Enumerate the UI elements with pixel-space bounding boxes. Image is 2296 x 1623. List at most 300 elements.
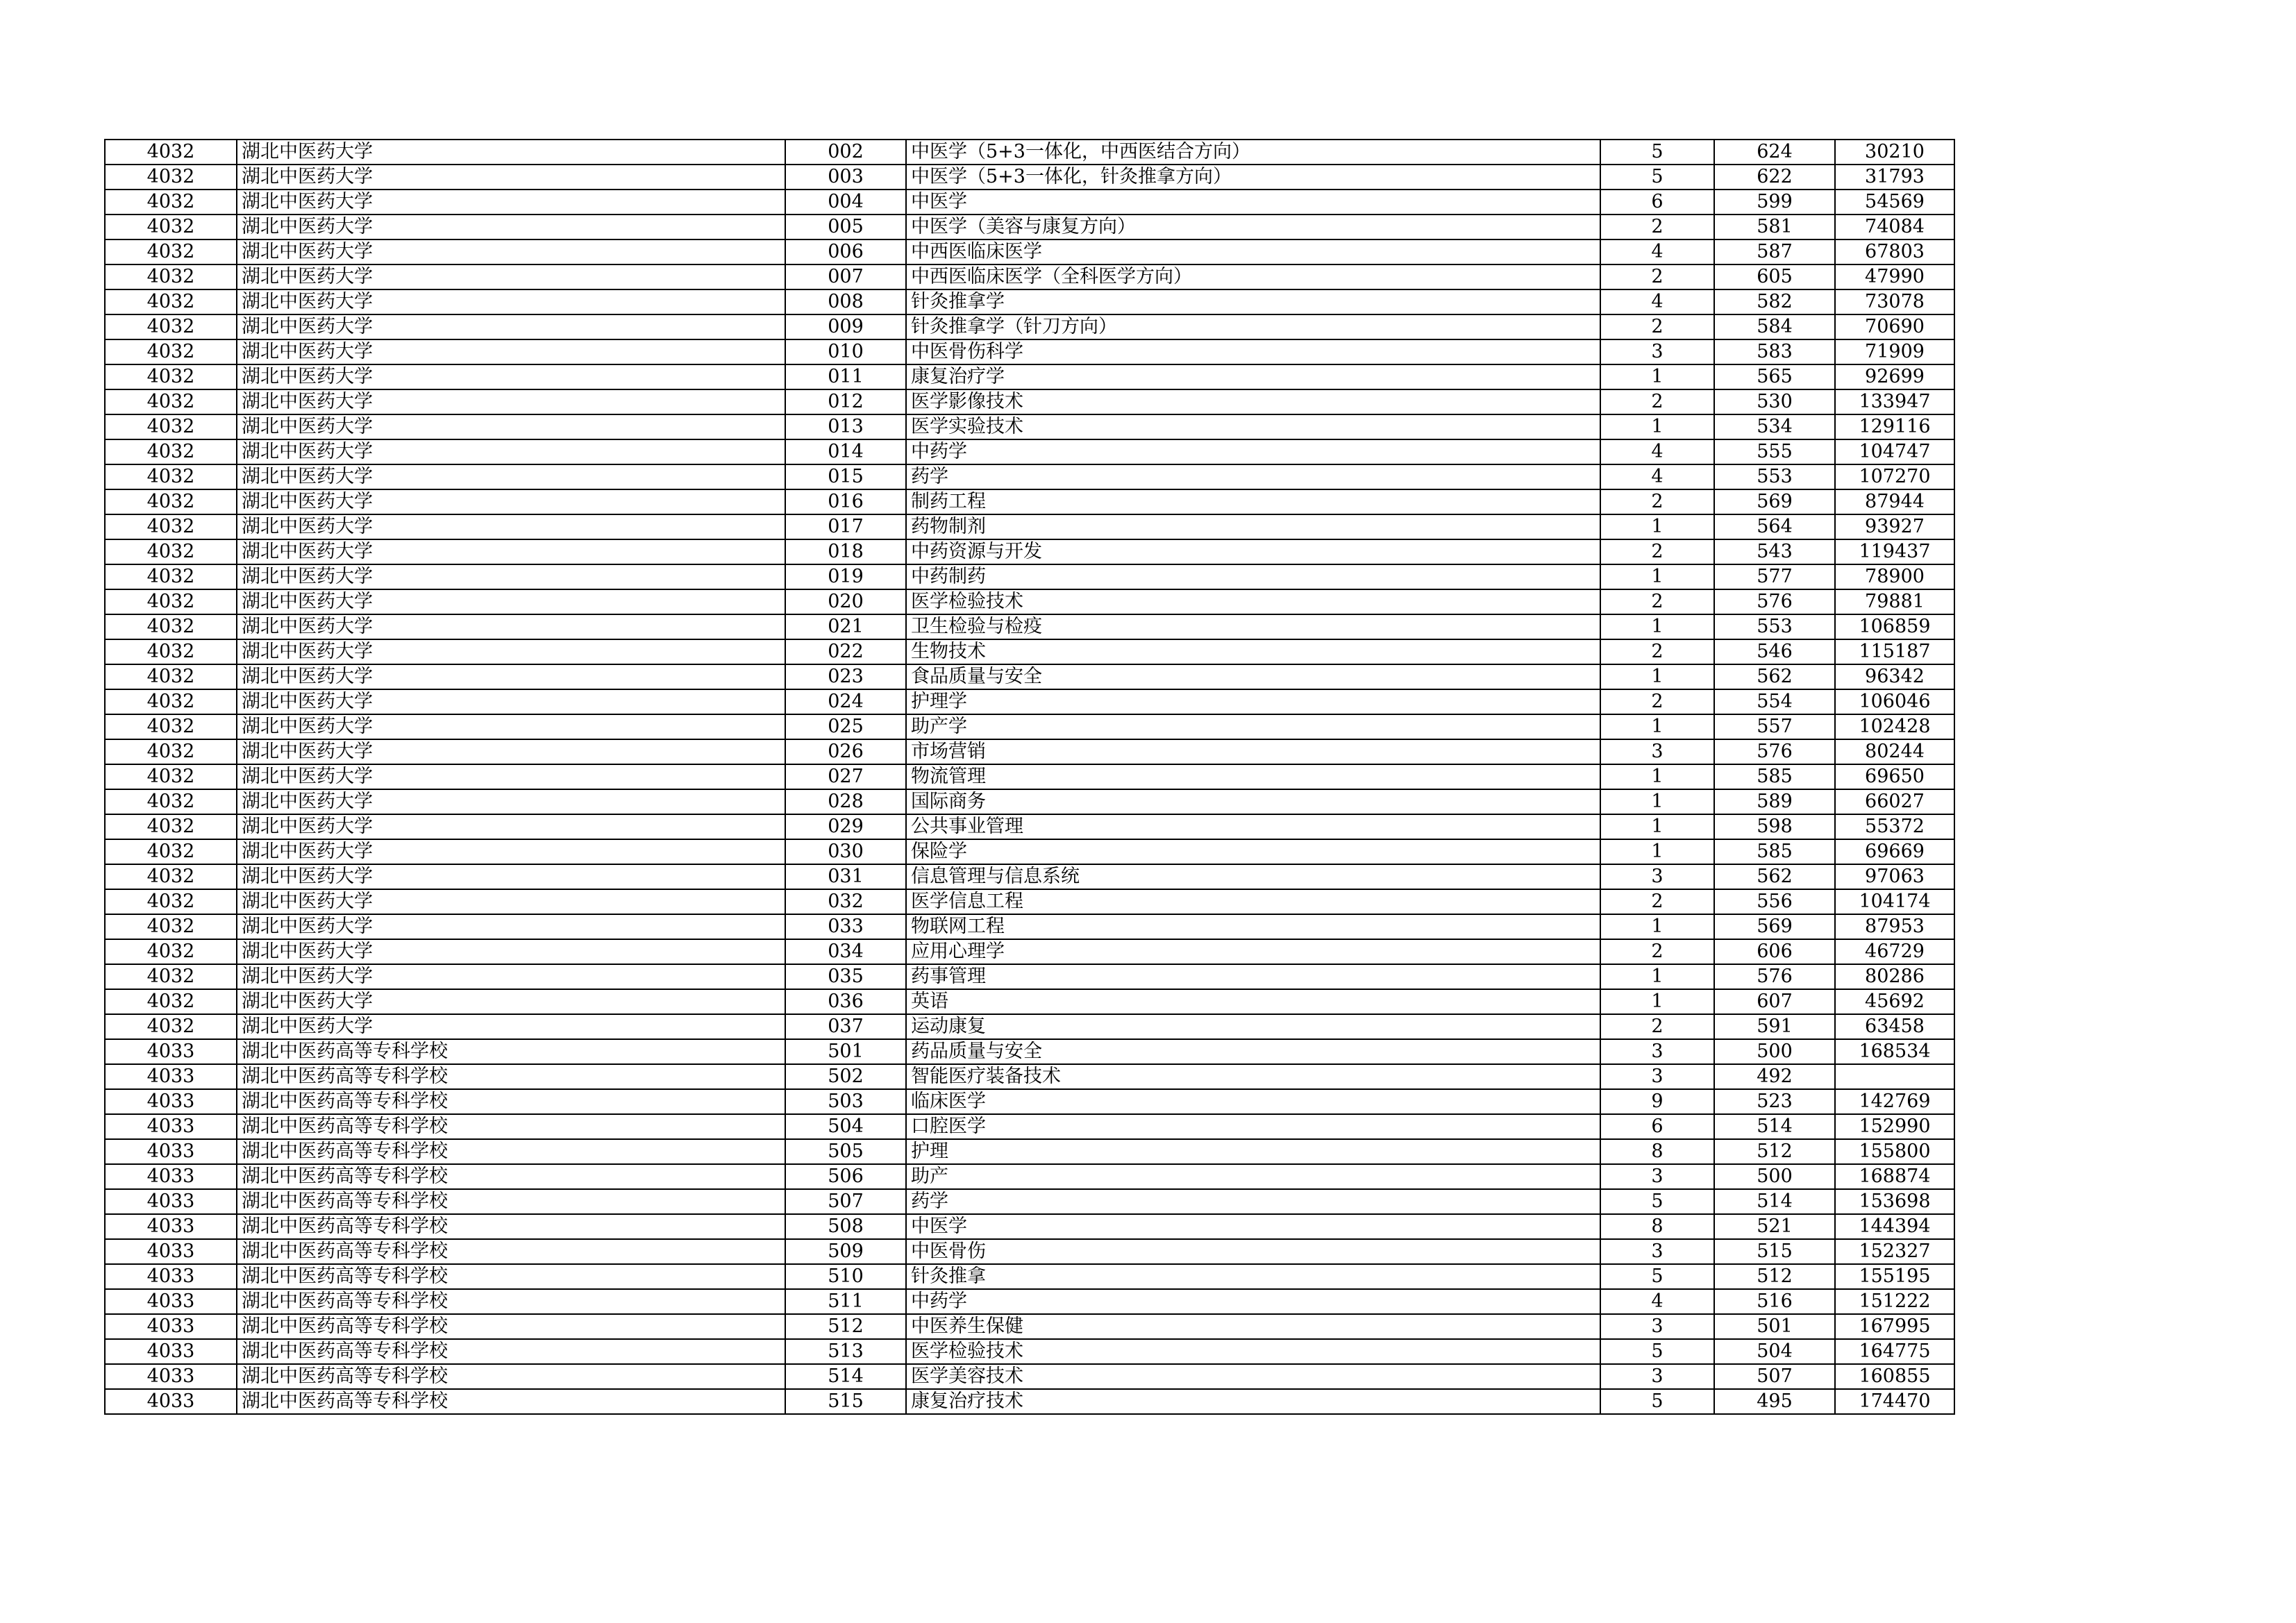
table-row [105, 1289, 1954, 1314]
major-name-cell: 中药制药 [906, 564, 1600, 589]
table-row [105, 289, 1954, 314]
school-code-cell: 4032 [105, 239, 237, 264]
table-row [105, 1214, 1954, 1239]
min-score-cell: 546 [1714, 639, 1835, 664]
table-row [105, 764, 1954, 789]
min-rank-cell: 164775 [1835, 1339, 1954, 1364]
school-name-cell: 湖北中医药大学 [237, 289, 785, 314]
min-rank-cell: 80286 [1835, 964, 1954, 989]
min-rank-cell: 79881 [1835, 589, 1954, 614]
plan-count-cell: 5 [1600, 1264, 1714, 1289]
min-score-cell: 554 [1714, 689, 1835, 714]
school-name-cell: 湖北中医药高等专科学校 [237, 1189, 785, 1214]
min-score-cell: 587 [1714, 239, 1835, 264]
min-score-cell: 569 [1714, 914, 1835, 939]
min-rank-cell: 104174 [1835, 889, 1954, 914]
major-name-cell: 中医学 [906, 1214, 1600, 1239]
major-name-cell: 医学检验技术 [906, 1339, 1600, 1364]
major-name-cell: 药学 [906, 1189, 1600, 1214]
plan-count-cell: 4 [1600, 439, 1714, 464]
school-name-cell: 湖北中医药大学 [237, 764, 785, 789]
table-row [105, 839, 1954, 864]
min-score-cell: 516 [1714, 1289, 1835, 1314]
plan-count-cell: 1 [1600, 814, 1714, 839]
school-name-cell: 湖北中医药大学 [237, 889, 785, 914]
school-code-cell: 4032 [105, 739, 237, 764]
min-score-cell: 569 [1714, 489, 1835, 514]
major-code-cell: 037 [785, 1014, 906, 1039]
major-code-cell: 020 [785, 589, 906, 614]
plan-count-cell: 2 [1600, 539, 1714, 564]
major-code-cell: 010 [785, 339, 906, 364]
school-name-cell: 湖北中医药大学 [237, 165, 785, 190]
school-name-cell: 湖北中医药高等专科学校 [237, 1364, 785, 1389]
plan-count-cell: 2 [1600, 1014, 1714, 1039]
school-code-cell: 4032 [105, 789, 237, 814]
school-code-cell: 4032 [105, 439, 237, 464]
major-name-cell: 中医学（美容与康复方向） [906, 215, 1600, 239]
table-row [105, 489, 1954, 514]
school-name-cell: 湖北中医药大学 [237, 389, 785, 414]
major-code-cell: 017 [785, 514, 906, 539]
plan-count-cell: 1 [1600, 514, 1714, 539]
min-rank-cell: 104747 [1835, 439, 1954, 464]
major-code-cell: 015 [785, 464, 906, 489]
major-code-cell: 022 [785, 639, 906, 664]
school-name-cell: 湖北中医药高等专科学校 [237, 1389, 785, 1414]
min-rank-cell: 168534 [1835, 1039, 1954, 1064]
min-score-cell: 512 [1714, 1139, 1835, 1164]
plan-count-cell: 2 [1600, 489, 1714, 514]
major-name-cell: 医学实验技术 [906, 414, 1600, 439]
school-code-cell: 4032 [105, 964, 237, 989]
school-name-cell: 湖北中医药大学 [237, 539, 785, 564]
major-name-cell: 中医骨伤 [906, 1239, 1600, 1264]
min-rank-cell: 87953 [1835, 914, 1954, 939]
major-name-cell: 中医学（5+3一体化，中西医结合方向） [906, 140, 1600, 165]
plan-count-cell: 1 [1600, 364, 1714, 389]
plan-count-cell: 2 [1600, 215, 1714, 239]
major-code-cell: 503 [785, 1089, 906, 1114]
admission-table [104, 139, 1955, 1415]
plan-count-cell: 1 [1600, 764, 1714, 789]
school-name-cell: 湖北中医药大学 [237, 964, 785, 989]
major-code-cell: 507 [785, 1189, 906, 1214]
school-name-cell: 湖北中医药大学 [237, 589, 785, 614]
major-code-cell: 019 [785, 564, 906, 589]
table-row [105, 864, 1954, 889]
major-name-cell: 物流管理 [906, 764, 1600, 789]
school-code-cell: 4032 [105, 939, 237, 964]
major-code-cell: 033 [785, 914, 906, 939]
school-code-cell: 4033 [105, 1189, 237, 1214]
min-score-cell: 577 [1714, 564, 1835, 589]
min-rank-cell: 160855 [1835, 1364, 1954, 1389]
plan-count-cell: 5 [1600, 1189, 1714, 1214]
table-row [105, 589, 1954, 614]
school-name-cell: 湖北中医药高等专科学校 [237, 1039, 785, 1064]
min-score-cell: 557 [1714, 714, 1835, 739]
major-name-cell: 运动康复 [906, 1014, 1600, 1039]
table-row [105, 140, 1954, 165]
major-code-cell: 027 [785, 764, 906, 789]
school-code-cell: 4032 [105, 414, 237, 439]
major-name-cell: 医学检验技术 [906, 589, 1600, 614]
min-score-cell: 514 [1714, 1189, 1835, 1214]
school-code-cell: 4032 [105, 539, 237, 564]
major-code-cell: 502 [785, 1064, 906, 1089]
min-score-cell: 584 [1714, 314, 1835, 339]
plan-count-cell: 8 [1600, 1139, 1714, 1164]
school-name-cell: 湖北中医药大学 [237, 864, 785, 889]
major-name-cell: 助产学 [906, 714, 1600, 739]
table-row [105, 1189, 1954, 1214]
table-body [105, 140, 1954, 1414]
min-score-cell: 555 [1714, 439, 1835, 464]
school-code-cell: 4032 [105, 489, 237, 514]
school-name-cell: 湖北中医药大学 [237, 514, 785, 539]
min-score-cell: 504 [1714, 1339, 1835, 1364]
plan-count-cell: 4 [1600, 464, 1714, 489]
min-score-cell: 553 [1714, 614, 1835, 639]
plan-count-cell: 2 [1600, 689, 1714, 714]
major-code-cell: 026 [785, 739, 906, 764]
school-code-cell: 4032 [105, 989, 237, 1014]
plan-count-cell: 4 [1600, 1289, 1714, 1314]
school-code-cell: 4032 [105, 165, 237, 190]
school-code-cell: 4032 [105, 914, 237, 939]
school-name-cell: 湖北中医药大学 [237, 614, 785, 639]
school-code-cell: 4032 [105, 889, 237, 914]
plan-count-cell: 1 [1600, 664, 1714, 689]
school-name-cell: 湖北中医药大学 [237, 714, 785, 739]
plan-count-cell: 2 [1600, 264, 1714, 289]
plan-count-cell: 5 [1600, 1389, 1714, 1414]
table-row [105, 514, 1954, 539]
major-code-cell: 011 [785, 364, 906, 389]
school-code-cell: 4032 [105, 289, 237, 314]
plan-count-cell: 4 [1600, 239, 1714, 264]
min-score-cell: 512 [1714, 1264, 1835, 1289]
plan-count-cell: 1 [1600, 964, 1714, 989]
major-code-cell: 501 [785, 1039, 906, 1064]
school-name-cell: 湖北中医药大学 [237, 339, 785, 364]
min-rank-cell: 71909 [1835, 339, 1954, 364]
table-row [105, 1039, 1954, 1064]
plan-count-cell: 5 [1600, 165, 1714, 190]
major-code-cell: 013 [785, 414, 906, 439]
min-score-cell: 507 [1714, 1364, 1835, 1389]
plan-count-cell: 3 [1600, 1239, 1714, 1264]
major-name-cell: 信息管理与信息系统 [906, 864, 1600, 889]
plan-count-cell: 6 [1600, 190, 1714, 215]
school-name-cell: 湖北中医药大学 [237, 464, 785, 489]
min-rank-cell: 97063 [1835, 864, 1954, 889]
table-row [105, 1339, 1954, 1364]
major-name-cell: 康复治疗学 [906, 364, 1600, 389]
school-name-cell: 湖北中医药大学 [237, 739, 785, 764]
school-code-cell: 4033 [105, 1039, 237, 1064]
major-code-cell: 036 [785, 989, 906, 1014]
min-rank-cell: 45692 [1835, 989, 1954, 1014]
school-name-cell: 湖北中医药大学 [237, 564, 785, 589]
plan-count-cell: 2 [1600, 889, 1714, 914]
min-score-cell: 585 [1714, 764, 1835, 789]
major-name-cell: 生物技术 [906, 639, 1600, 664]
school-code-cell: 4033 [105, 1314, 237, 1339]
major-code-cell: 007 [785, 264, 906, 289]
min-rank-cell: 155800 [1835, 1139, 1954, 1164]
table-row [105, 1239, 1954, 1264]
min-score-cell: 599 [1714, 190, 1835, 215]
min-score-cell: 624 [1714, 140, 1835, 165]
school-code-cell: 4032 [105, 364, 237, 389]
min-rank-cell: 168874 [1835, 1164, 1954, 1189]
school-code-cell: 4032 [105, 639, 237, 664]
min-score-cell: 523 [1714, 1089, 1835, 1114]
major-name-cell: 口腔医学 [906, 1114, 1600, 1139]
plan-count-cell: 2 [1600, 639, 1714, 664]
table-row [105, 190, 1954, 215]
school-name-cell: 湖北中医药高等专科学校 [237, 1064, 785, 1089]
major-name-cell: 药物制剂 [906, 514, 1600, 539]
major-code-cell: 002 [785, 140, 906, 165]
major-name-cell: 中西医临床医学 [906, 239, 1600, 264]
plan-count-cell: 6 [1600, 1114, 1714, 1139]
table-row [105, 1314, 1954, 1339]
major-code-cell: 006 [785, 239, 906, 264]
min-rank-cell: 106859 [1835, 614, 1954, 639]
table-row [105, 314, 1954, 339]
table-row [105, 789, 1954, 814]
major-code-cell: 504 [785, 1114, 906, 1139]
min-score-cell: 591 [1714, 1014, 1835, 1039]
major-code-cell: 032 [785, 889, 906, 914]
major-name-cell: 医学影像技术 [906, 389, 1600, 414]
school-name-cell: 湖北中医药大学 [237, 989, 785, 1014]
school-name-cell: 湖北中医药高等专科学校 [237, 1314, 785, 1339]
min-rank-cell [1835, 1064, 1954, 1089]
min-score-cell: 530 [1714, 389, 1835, 414]
min-score-cell: 581 [1714, 215, 1835, 239]
table-row [105, 1164, 1954, 1189]
min-rank-cell: 92699 [1835, 364, 1954, 389]
min-rank-cell: 155195 [1835, 1264, 1954, 1289]
min-rank-cell: 144394 [1835, 1214, 1954, 1239]
min-score-cell: 589 [1714, 789, 1835, 814]
major-code-cell: 030 [785, 839, 906, 864]
major-code-cell: 023 [785, 664, 906, 689]
school-code-cell: 4032 [105, 389, 237, 414]
school-code-cell: 4032 [105, 814, 237, 839]
min-rank-cell: 74084 [1835, 215, 1954, 239]
table-row [105, 1014, 1954, 1039]
min-score-cell: 598 [1714, 814, 1835, 839]
plan-count-cell: 1 [1600, 614, 1714, 639]
plan-count-cell: 1 [1600, 564, 1714, 589]
min-score-cell: 500 [1714, 1039, 1835, 1064]
table-row [105, 989, 1954, 1014]
min-rank-cell: 129116 [1835, 414, 1954, 439]
min-rank-cell: 67803 [1835, 239, 1954, 264]
table-row [105, 1064, 1954, 1089]
min-score-cell: 553 [1714, 464, 1835, 489]
min-rank-cell: 87944 [1835, 489, 1954, 514]
major-code-cell: 509 [785, 1239, 906, 1264]
school-code-cell: 4033 [105, 1089, 237, 1114]
school-name-cell: 湖北中医药高等专科学校 [237, 1339, 785, 1364]
min-rank-cell: 102428 [1835, 714, 1954, 739]
min-score-cell: 501 [1714, 1314, 1835, 1339]
major-name-cell: 应用心理学 [906, 939, 1600, 964]
plan-count-cell: 8 [1600, 1214, 1714, 1239]
plan-count-cell: 3 [1600, 1164, 1714, 1189]
plan-count-cell: 3 [1600, 1314, 1714, 1339]
school-code-cell: 4032 [105, 864, 237, 889]
min-score-cell: 576 [1714, 964, 1835, 989]
major-name-cell: 针灸推拿 [906, 1264, 1600, 1289]
min-rank-cell: 30210 [1835, 140, 1954, 165]
major-code-cell: 009 [785, 314, 906, 339]
min-rank-cell: 96342 [1835, 664, 1954, 689]
major-code-cell: 031 [785, 864, 906, 889]
school-name-cell: 湖北中医药大学 [237, 314, 785, 339]
table-row [105, 714, 1954, 739]
school-name-cell: 湖北中医药大学 [237, 264, 785, 289]
major-name-cell: 保险学 [906, 839, 1600, 864]
major-name-cell: 公共事业管理 [906, 814, 1600, 839]
plan-count-cell: 1 [1600, 789, 1714, 814]
major-code-cell: 024 [785, 689, 906, 714]
table-row [105, 1264, 1954, 1289]
plan-count-cell: 2 [1600, 314, 1714, 339]
school-code-cell: 4032 [105, 264, 237, 289]
school-code-cell: 4033 [105, 1139, 237, 1164]
min-rank-cell: 46729 [1835, 939, 1954, 964]
min-rank-cell: 174470 [1835, 1389, 1954, 1414]
major-name-cell: 针灸推拿学 [906, 289, 1600, 314]
major-name-cell: 康复治疗技术 [906, 1389, 1600, 1414]
school-code-cell: 4032 [105, 140, 237, 165]
min-score-cell: 576 [1714, 739, 1835, 764]
table-row [105, 639, 1954, 664]
school-name-cell: 湖北中医药大学 [237, 364, 785, 389]
school-code-cell: 4033 [105, 1164, 237, 1189]
school-name-cell: 湖北中医药大学 [237, 814, 785, 839]
school-name-cell: 湖北中医药大学 [237, 190, 785, 215]
table-row [105, 1389, 1954, 1414]
min-score-cell: 514 [1714, 1114, 1835, 1139]
min-score-cell: 562 [1714, 864, 1835, 889]
school-code-cell: 4032 [105, 664, 237, 689]
min-rank-cell: 115187 [1835, 639, 1954, 664]
major-name-cell: 中西医临床医学（全科医学方向） [906, 264, 1600, 289]
major-code-cell: 515 [785, 1389, 906, 1414]
major-name-cell: 临床医学 [906, 1089, 1600, 1114]
major-name-cell: 中医骨伤科学 [906, 339, 1600, 364]
school-name-cell: 湖北中医药大学 [237, 439, 785, 464]
min-rank-cell: 119437 [1835, 539, 1954, 564]
plan-count-cell: 5 [1600, 140, 1714, 165]
table-row [105, 564, 1954, 589]
plan-count-cell: 1 [1600, 714, 1714, 739]
table-row [105, 464, 1954, 489]
school-code-cell: 4033 [105, 1064, 237, 1089]
school-name-cell: 湖北中医药大学 [237, 664, 785, 689]
table-row [105, 689, 1954, 714]
plan-count-cell: 1 [1600, 989, 1714, 1014]
table-row [105, 614, 1954, 639]
school-name-cell: 湖北中医药大学 [237, 939, 785, 964]
table-row [105, 889, 1954, 914]
major-code-cell: 034 [785, 939, 906, 964]
plan-count-cell: 3 [1600, 339, 1714, 364]
major-name-cell: 中药学 [906, 439, 1600, 464]
school-name-cell: 湖北中医药大学 [237, 689, 785, 714]
plan-count-cell: 3 [1600, 1364, 1714, 1389]
school-code-cell: 4033 [105, 1264, 237, 1289]
min-score-cell: 585 [1714, 839, 1835, 864]
table-row [105, 739, 1954, 764]
major-code-cell: 512 [785, 1314, 906, 1339]
school-code-cell: 4032 [105, 689, 237, 714]
min-rank-cell: 142769 [1835, 1089, 1954, 1114]
plan-count-cell: 1 [1600, 839, 1714, 864]
school-name-cell: 湖北中医药高等专科学校 [237, 1164, 785, 1189]
school-name-cell: 湖北中医药大学 [237, 789, 785, 814]
min-score-cell: 543 [1714, 539, 1835, 564]
major-name-cell: 国际商务 [906, 789, 1600, 814]
school-code-cell: 4032 [105, 514, 237, 539]
major-name-cell: 助产 [906, 1164, 1600, 1189]
min-rank-cell: 167995 [1835, 1314, 1954, 1339]
min-rank-cell: 133947 [1835, 389, 1954, 414]
table-row [105, 239, 1954, 264]
major-name-cell: 物联网工程 [906, 914, 1600, 939]
min-score-cell: 562 [1714, 664, 1835, 689]
school-name-cell: 湖北中医药大学 [237, 239, 785, 264]
min-rank-cell: 70690 [1835, 314, 1954, 339]
major-code-cell: 014 [785, 439, 906, 464]
min-rank-cell: 66027 [1835, 789, 1954, 814]
major-code-cell: 012 [785, 389, 906, 414]
major-code-cell: 016 [785, 489, 906, 514]
school-code-cell: 4032 [105, 564, 237, 589]
min-score-cell: 556 [1714, 889, 1835, 914]
school-code-cell: 4033 [105, 1214, 237, 1239]
major-code-cell: 506 [785, 1164, 906, 1189]
min-rank-cell: 106046 [1835, 689, 1954, 714]
major-code-cell: 508 [785, 1214, 906, 1239]
table-row [105, 389, 1954, 414]
min-rank-cell: 80244 [1835, 739, 1954, 764]
table-row [105, 1364, 1954, 1389]
major-name-cell: 食品质量与安全 [906, 664, 1600, 689]
major-code-cell: 021 [785, 614, 906, 639]
min-score-cell: 495 [1714, 1389, 1835, 1414]
min-score-cell: 583 [1714, 339, 1835, 364]
table-row [105, 939, 1954, 964]
table-row [105, 165, 1954, 190]
school-name-cell: 湖北中医药高等专科学校 [237, 1139, 785, 1164]
school-name-cell: 湖北中医药高等专科学校 [237, 1264, 785, 1289]
major-name-cell: 中医养生保健 [906, 1314, 1600, 1339]
min-score-cell: 521 [1714, 1214, 1835, 1239]
school-name-cell: 湖北中医药大学 [237, 1014, 785, 1039]
table-row [105, 414, 1954, 439]
table-row [105, 215, 1954, 239]
school-name-cell: 湖北中医药大学 [237, 839, 785, 864]
